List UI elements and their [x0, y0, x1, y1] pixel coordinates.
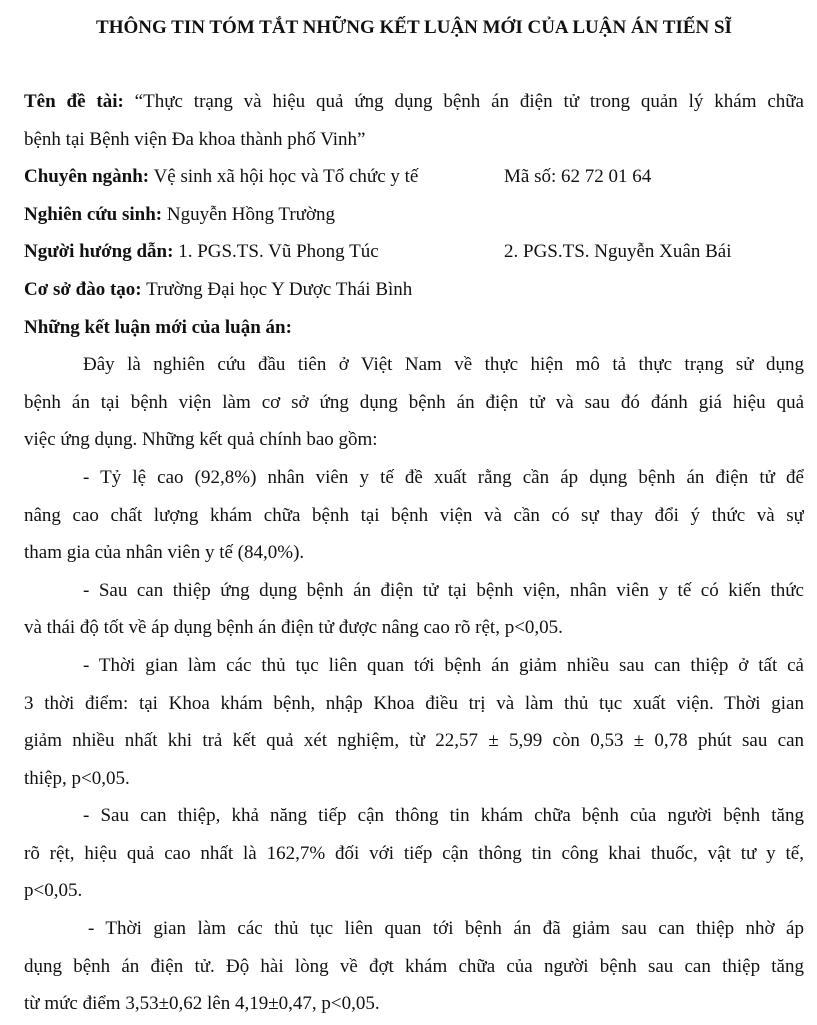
conclusions-heading-row: [24, 309, 804, 347]
paragraph-line: 3 thời điểm: tại Khoa khám bệnh, nhập Khoa điều trị và làm thủ tục xuất viện. Thời gian: [24, 692, 804, 714]
paragraph-line: và thái độ tốt về áp dụng bệnh án điện tử được nâng cao rõ rệt, p<0,05.: [24, 617, 563, 639]
institution-value: Trường Đại học Y Dược Thái Bình: [146, 278, 413, 300]
topic-line-2: [24, 121, 804, 159]
paragraph-line: Đây là nghiên cứu đầu tiên ở Việt Nam về thực hiện mô tả thực trạng sử dụng: [83, 354, 804, 376]
conclusions-heading: Những kết luận mới của luận án:: [24, 316, 292, 338]
researcher-row: [24, 196, 804, 234]
paragraph-line: - Tỷ lệ cao (92,8%) nhân viên y tế đề xuất rằng cần áp dụng bệnh án điện tử để: [83, 466, 804, 488]
major-row: [24, 158, 804, 196]
paragraph-line: bệnh án tại bệnh viện làm cơ sở ứng dụng bệnh án điện tử và sau đó đánh giá hiệu quả: [24, 391, 804, 413]
institution-label: Cơ sở đào tạo:: [24, 278, 142, 300]
topic-line-1: [24, 83, 804, 121]
major-value: Vệ sinh xã hội học và Tổ chức y tế: [153, 166, 419, 188]
paragraph-line: giảm nhiều nhất khi trả kết quả xét nghiệm, từ 22,57 ± 5,99 còn 0,53 ± 0,78 phút sau can: [24, 730, 804, 752]
paragraph-line: - Thời gian làm các thủ tục liên quan tới bệnh án đã giảm sau can thiệp nhờ áp: [88, 918, 804, 940]
paragraph-line: p<0,05.: [24, 880, 83, 902]
document-body: [24, 83, 804, 1023]
topic-value-part-2: bệnh tại Bệnh viện Đa khoa thành phố Vinh”: [24, 128, 366, 150]
paragraph-line: từ mức điểm 3,53±0,62 lên 4,19±0,47, p<0,05.: [24, 993, 380, 1015]
paragraph-line: tham gia của nhân viên y tế (84,0%).: [24, 542, 305, 564]
paragraph-line: - Sau can thiệp, khả năng tiếp cận thông tin khám chữa bệnh của người bệnh tăng: [83, 805, 804, 827]
researcher-value: Nguyễn Hồng Trường: [166, 203, 336, 225]
institution-row: [24, 271, 804, 309]
paragraph-line: việc ứng dụng. Những kết quả chính bao gồm:: [24, 429, 378, 451]
paragraph-line: rõ rệt, hiệu quả cao nhất là 162,7% đối với tiếp cận thông tin công khai thuốc, vật tư y tế,: [24, 842, 804, 864]
advisor-1: 1. PGS.TS. Vũ Phong Túc: [178, 241, 379, 263]
paragraph-line: - Thời gian làm các thủ tục liên quan tới bệnh án giảm nhiều sau can thiệp ở tất cả: [83, 654, 804, 676]
paragraph-line: - Sau can thiệp ứng dụng bệnh án điện tử tại bệnh viện, nhân viên y tế có kiến thức: [83, 579, 804, 601]
paragraph-line: nâng cao chất lượng khám chữa bệnh tại bệnh viện và cần có sự thay đổi ý thức và sự: [24, 504, 804, 526]
code-text: Mã số: 62 72 01 64: [504, 166, 652, 188]
advisor-label: Người hướng dẫn:: [24, 241, 174, 263]
advisor-row: [24, 233, 804, 271]
topic-label: Tên đề tài:: [24, 91, 124, 112]
topic-value-part-1: “Thực trạng và hiệu quả ứng dụng bệnh án điện tử trong quản lý khám chữa: [134, 91, 804, 112]
paragraph-line: dụng bệnh án điện tử. Độ hài lòng về đợt khám chữa của người bệnh sau can thiệp tăng: [24, 955, 804, 977]
major-label: Chuyên ngành:: [24, 166, 150, 188]
paragraph-line: thiệp, p<0,05.: [24, 767, 130, 789]
advisor-2: 2. PGS.TS. Nguyễn Xuân Bái: [504, 241, 732, 263]
document-title: THÔNG TIN TÓM TẮT NHỮNG KẾT LUẬN MỚI CỦA LUẬN ÁN TIẾN SĨ: [96, 17, 732, 38]
researcher-label: Nghiên cứu sinh:: [24, 203, 163, 225]
